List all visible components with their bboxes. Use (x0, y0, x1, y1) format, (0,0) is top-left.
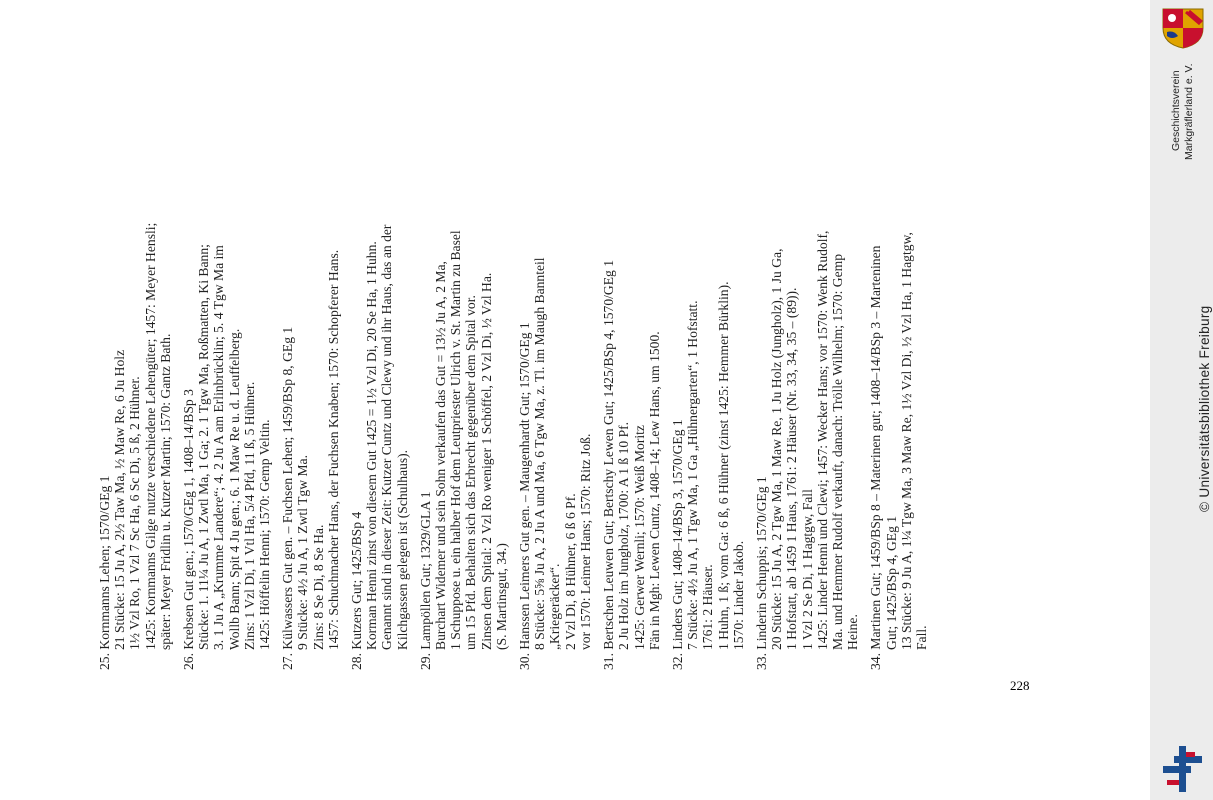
entry-line: 1425: Kornmanns Gilge nutzte verschiedene Lehengüter; 1457: Meyer Hensli; (142, 222, 158, 650)
entry-line: Zins: 1 Vzl Di, 1 Vtl Ha, 5/4 Pfd, 11 ß, 5 Hühner. (241, 381, 257, 650)
entry-line: 1 Vzl 2 Se Di, 1 Hagtgw, Fall (799, 489, 815, 650)
entry-line: Fall. (913, 625, 929, 650)
entry (868, 50, 929, 690)
entry-line: Ma. und Hemmer Rudolf verkauft, danach: Trölle Wilhelm; 1570: Gemp (829, 254, 845, 650)
entry-title-line: 32. Linders Gut; 1408–14/BSp 3, 1570/GEg 1 (669, 419, 685, 670)
entry-title-line: 27. Külwassers Gut gen. – Fuchsen Lehen; 1459/BSp 8, GEg 1 (280, 326, 296, 670)
entry-line: Burchart Widemer und sein Sohn verkaufen das Gut = 13½ Ju A, 2 Ma, (433, 261, 449, 650)
entry-title-line: 25. Kornmanns Lehen; 1570/GEg 1 (97, 475, 112, 670)
entry-title-line: 26. Krebsen Gut gen.; 1570/GEg 1, 1408–14/BSp 3 (181, 389, 197, 670)
entry-line: Genannt sind in dieser Zeit: Kutzer Cuntz und Clewy und ihr Haus, das an der (379, 224, 395, 650)
entry-title-line: 30. Hanssen Leimers Gut gen. – Maugenhardt Gut; 1570/GEg 1 (517, 322, 533, 670)
rotated-text-block (97, 50, 1137, 690)
entry-line: 21 Stücke: 15 Ju A, 2½ Taw Ma, ½ Maw Re, 6 Ju Holz (112, 349, 128, 650)
entry (670, 50, 746, 690)
entry-line: 7 Stücke: 4½ Ju A, 1 Tgw Ma, 1 Ga „Hühnergarten“, 1 Hofstatt. (685, 300, 701, 650)
entry-line: 1425: Gerwer Wernli; 1570: Weiß Moritz (631, 425, 647, 650)
entry-line: um 15 Pfd. Behalten sich das Erbrecht gegenüber dem Spital vor. (463, 295, 479, 650)
entry-line: 8 Stücke: 5⅝ Ju A, 2 Ju A und Ma, 6 Tgw Ma, z. Tl. im Maugh Bannteil (532, 257, 548, 650)
entry-title-line: 33. Linderin Schuppis; 1570/GEg 1 (753, 476, 769, 670)
entry-line: Wollb Bann; Spit 4 Ju gen.; 6. 1 Maw Re u. d. Leuffelberg. (226, 328, 242, 650)
entry-line: Kilchgassen gelegen ist (Schulhaus). (394, 449, 410, 650)
entry-line: 2 Vzl Di, 8 Hühner, 6 ß 6 Pf. (562, 493, 578, 650)
entry-line: 1425: Linder Henni und Clewi; 1457: Wecker Hans; vor 1570: Wenk Rudolf, (814, 230, 830, 650)
entry-line: Zinsen dem Spital: 2 Vzl Ro weniger 1 Schöffel, 2 Vzl Di, ½ Vzl Ha. (478, 272, 494, 650)
entry (280, 50, 341, 690)
entry-line: Heine. (845, 614, 861, 650)
entry-line: 1 Huhn, 1 ß; vom Ga: 6 ß, 6 Hühner (zinst 1425: Hemmer Bürklin). (715, 281, 731, 650)
entry-title-line: 28. Kutzers Gut; 1425/BSp 4 (349, 511, 365, 670)
entry-list (97, 50, 929, 690)
entry-line: Zins: 8 Se Di, 8 Se Ha. (310, 524, 326, 650)
entry-line: später: Meyer Fridlin u. Kutzer Martin; 1570: Gantz Bath. (157, 333, 173, 650)
entry (418, 50, 509, 690)
entry (601, 50, 662, 690)
page-number: 228 (1010, 678, 1030, 693)
entry-line: 1 Hofstatt, ab 1459 1 Haus, 1761: 2 Häuser (Nr. 33, 34, 35 – (89)). (784, 287, 800, 650)
entry-line: 1457: Schuchmacher Hans, der Fuchsen Knaben; 1570: Schopferer Hans. (325, 249, 341, 650)
entry-line: Fän in Mgh: Lewen Cuntz, 1408–14; Lew Hans, um 1500. (646, 331, 662, 650)
entry (349, 50, 410, 690)
coat-of-arms-logo (1160, 6, 1206, 50)
entry-line: 1570: Linder Jakob. (730, 540, 746, 650)
entry-line: Stücke: 1. 11¼ Ju A, 1 Zwtl Ma, 1 Ga; 2. 1 Tgw Ma, Roßmatten, Ki Bann; (196, 244, 212, 650)
entry-line: 9 Stücke: 4½ Ju A, 1 Zwtl Tgw Ma. (295, 455, 311, 650)
org-name-line2: Markgräflerland e. V. (1183, 63, 1195, 160)
entry (754, 50, 860, 690)
entry-line: „Kriegeräcker“. (547, 563, 563, 650)
entry-line: 1425: Höffelin Henni; 1570: Gemp Veltin. (257, 419, 273, 650)
entry-title-line: 31. Bertschen Leuwen Gut; Bertschy Lewen Gut; 1425/BSp 4, 1570/GEg 1 (601, 259, 617, 670)
entry (97, 50, 173, 690)
entry-line: 1½ Vzl Ro, 1 Vzl 7 Sc Ha, 6 Sc Di, 5 ß, 2 Hühner. (127, 376, 143, 650)
ub-freiburg-logo (1158, 744, 1208, 794)
entry-line: Gut; 1425/BSp 4, GEg 1 (883, 515, 899, 650)
entry-line: 13 Stücke: 9 Ju A, 1¼ Tgw Ma, 3 Maw Re, 1½ Vzl Di, ½ Vzl Ha, 1 Hagtgw, (898, 232, 914, 650)
org-name-line1: Geschichtsverein (1170, 70, 1182, 151)
entry-line: 1761: 2 Häuser. (700, 564, 716, 650)
entry-title-line: 29. Lampöllen Gut; 1329/GLA 1 (417, 491, 433, 670)
entry-title-line: 34. Martinen Gut; 1459/BSp 8 – Materinen gut; 1408–14/BSp 3 – Marteninen (868, 245, 884, 670)
entry (181, 50, 272, 690)
entry-line: (S. Martinsgut, 34.) (493, 543, 509, 650)
entry (517, 50, 593, 690)
entry-line: vor 1570: Leimer Hans; 1570: Ritz Joß. (577, 433, 593, 650)
copyright: © Universitätsbibliothek Freiburg (1197, 305, 1212, 512)
entry-line: 1 Schuppose u. ein halber Hof dem Leutpriester Ulrich v. St. Martin zu Basel (448, 230, 464, 650)
entry-line: Korman Henni zinst von diesem Gut 1425 = 1½ Vzl Di, 20 Se Ha, 1 Huhn. (364, 241, 380, 650)
entry-line: 20 Stücke: 15 Ju A, 2 Tgw Ma, 1 Maw Re, 1 Ju Holz (Jungholz), 1 Ju Ga, (769, 248, 785, 650)
entry-line: 2 Ju Holz im Jungholz, 1700: A 1 ß 10 Pf. (616, 421, 632, 650)
entry-line: 3. 1 Ju A „Krumme Landere“; 4. 2 Ju A am Erlinbrücklin; 5. 4 Tgw Ma im (211, 245, 227, 650)
